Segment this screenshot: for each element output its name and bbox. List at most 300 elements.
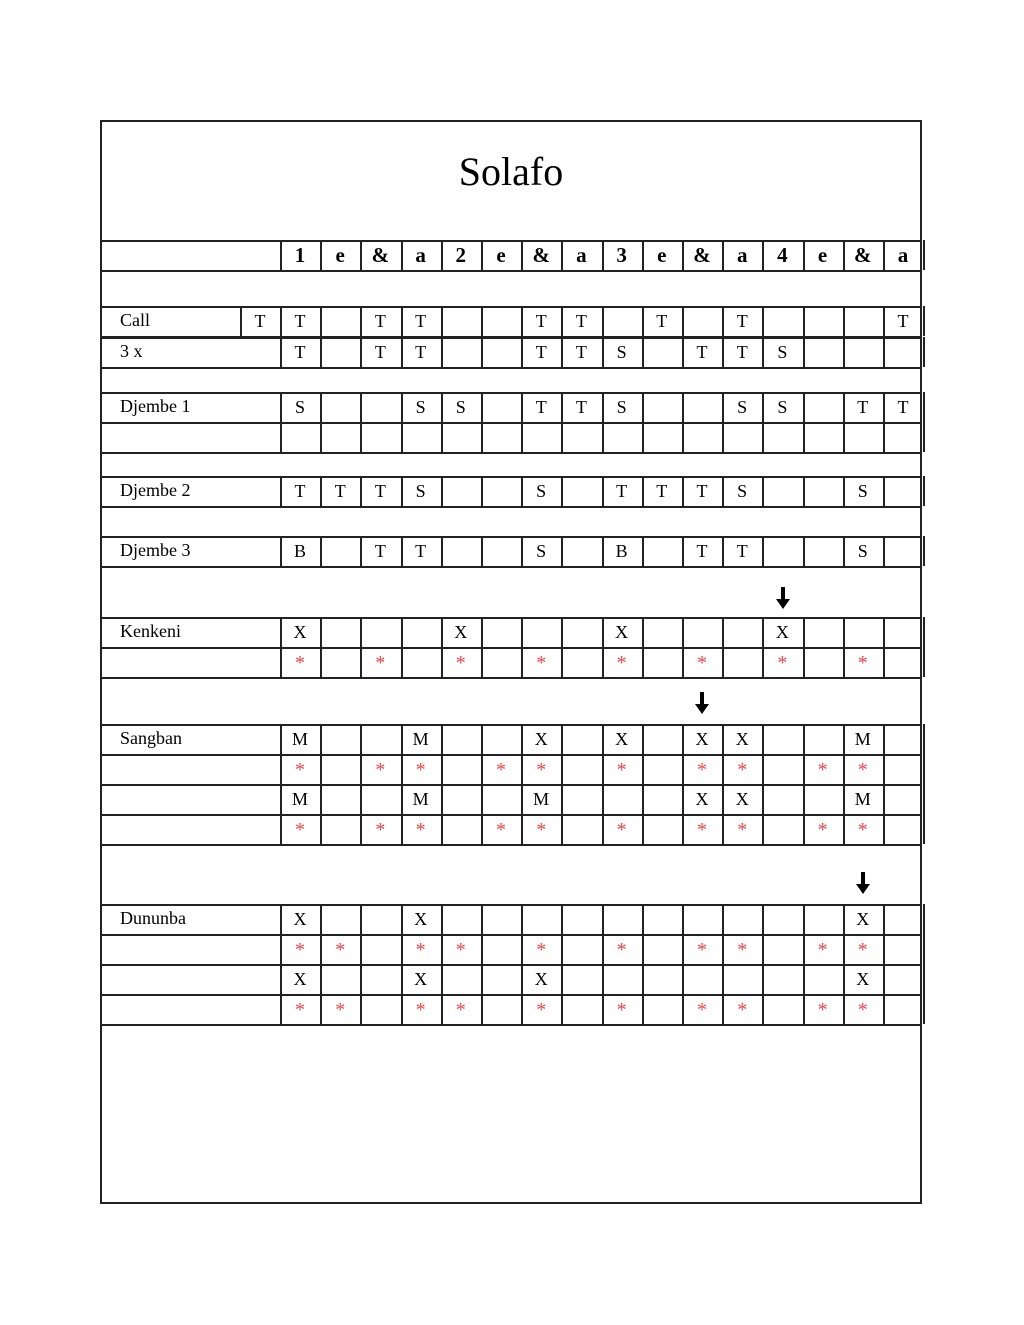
grid-line (682, 904, 684, 934)
stroke-m: M (854, 729, 871, 749)
stroke-x: X (293, 969, 307, 989)
grid-line (100, 904, 922, 906)
grid-line (883, 647, 885, 677)
stroke-t: T (535, 397, 547, 417)
accent-mark: * (295, 819, 305, 841)
grid-line (441, 306, 443, 336)
beat-header-11: & (693, 243, 711, 267)
grid-line (100, 452, 922, 454)
grid-line (481, 964, 483, 994)
accent-mark: * (737, 819, 748, 841)
stroke-t: T (374, 342, 386, 362)
grid-line (843, 306, 845, 336)
grid-line (682, 392, 684, 422)
stroke-t: T (374, 481, 386, 501)
grid-line (883, 476, 885, 506)
grid-line (561, 617, 563, 647)
stroke-x: X (293, 909, 307, 929)
grid-line (100, 677, 922, 679)
grid-line (441, 476, 443, 506)
stroke-t: T (897, 311, 909, 331)
grid-line (923, 784, 925, 814)
grid-line (642, 724, 644, 754)
stroke-t: T (616, 481, 628, 501)
row-label-sangban: Sangban (120, 728, 182, 748)
grid-line (923, 337, 925, 367)
grid-line (642, 904, 644, 934)
grid-line (401, 617, 403, 647)
page-title: Solafo (458, 149, 564, 194)
stroke-x: X (695, 729, 709, 749)
accent-mark: * (616, 652, 627, 674)
grid-line (883, 617, 885, 647)
accent-mark: * (697, 999, 707, 1021)
beat-header-3: & (371, 243, 390, 267)
grid-line (100, 422, 922, 424)
grid-line (843, 422, 845, 452)
grid-line (923, 994, 925, 1024)
stroke-s: S (737, 481, 748, 501)
accent-mark: * (455, 999, 466, 1021)
grid-line (883, 814, 885, 844)
grid-line (521, 617, 523, 647)
accent-mark: * (616, 819, 627, 841)
grid-line (320, 784, 322, 814)
grid-line (923, 392, 925, 422)
grid-line (762, 964, 764, 994)
grid-line (100, 844, 922, 846)
grid-line (100, 814, 922, 816)
stroke-t: T (374, 541, 386, 561)
grid-line (320, 617, 322, 647)
grid-line (642, 754, 644, 784)
grid-line (441, 904, 443, 934)
grid-line (803, 392, 805, 422)
stroke-s: S (415, 481, 426, 501)
accent-mark: * (697, 819, 707, 841)
grid-line (320, 814, 322, 844)
grid-line (561, 476, 563, 506)
beat-header-12: a (736, 243, 748, 267)
grid-line (561, 964, 563, 994)
grid-line (883, 724, 885, 754)
grid-line (320, 647, 322, 677)
grid-line (441, 964, 443, 994)
grid-line (722, 904, 724, 934)
grid-line (100, 566, 922, 568)
grid-line (923, 814, 925, 844)
grid-line (360, 617, 362, 647)
grid-line (100, 367, 922, 369)
grid-line (602, 964, 604, 994)
accent-mark: * (295, 759, 305, 781)
grid-line (481, 536, 483, 566)
stroke-t: T (897, 397, 909, 417)
grid-line (481, 476, 483, 506)
stroke-x: X (695, 789, 709, 809)
grid-line (722, 617, 724, 647)
grid-line (642, 784, 644, 814)
grid-line (682, 422, 684, 452)
grid-line (100, 306, 922, 308)
grid-line (923, 964, 925, 994)
stroke-m: M (291, 729, 308, 749)
grid-line (100, 994, 922, 996)
row-label-dununba: Dununba (120, 908, 186, 928)
grid-line (883, 964, 885, 994)
grid-line (401, 647, 403, 677)
grid-line (561, 536, 563, 566)
grid-line (100, 270, 922, 272)
grid-line (762, 814, 764, 844)
stroke-x: X (615, 622, 629, 642)
accent-mark: * (536, 939, 547, 961)
accent-mark: * (455, 939, 466, 961)
grid-line (521, 904, 523, 934)
accent-mark: * (737, 759, 748, 781)
row-label-call: Call (120, 310, 150, 330)
grid-line (762, 754, 764, 784)
stroke-x: X (615, 729, 629, 749)
grid-line (100, 1024, 922, 1026)
grid-line (481, 337, 483, 367)
stroke-s: S (536, 481, 547, 501)
grid-line (602, 422, 604, 452)
accent-mark: * (295, 652, 305, 674)
grid-line (883, 784, 885, 814)
grid-line (762, 784, 764, 814)
beat-header-10: e (657, 243, 667, 267)
accent-mark: * (536, 652, 547, 674)
grid-line (100, 647, 922, 649)
stroke-s: S (857, 481, 868, 501)
stroke-x: X (735, 729, 749, 749)
grid-line (481, 784, 483, 814)
stroke-t: T (857, 397, 869, 417)
down-arrow-icon (695, 692, 709, 714)
grid-line (883, 536, 885, 566)
accent-mark: * (295, 999, 305, 1021)
grid-line (883, 337, 885, 367)
grid-line (320, 392, 322, 422)
stroke-x: X (775, 622, 789, 642)
grid-line (642, 647, 644, 677)
grid-line (100, 337, 922, 339)
accent-mark: * (496, 759, 506, 781)
grid-line (280, 422, 282, 452)
accent-mark: * (616, 999, 627, 1021)
grid-line (561, 904, 563, 934)
accent-mark: * (536, 759, 547, 781)
stroke-t: T (575, 311, 587, 331)
grid-line (642, 337, 644, 367)
accent-mark: * (817, 819, 828, 841)
accent-mark: * (817, 999, 828, 1021)
stroke-s: S (455, 397, 466, 417)
accent-mark: * (857, 652, 868, 674)
stroke-s: S (777, 342, 788, 362)
grid-line (441, 754, 443, 784)
grid-line (100, 392, 922, 394)
grid-line (561, 784, 563, 814)
stroke-m: M (291, 789, 308, 809)
grid-line (923, 647, 925, 677)
row-label-djembe-2: Djembe 2 (120, 480, 191, 500)
row-label-3-x: 3 x (120, 341, 143, 361)
accent-mark: * (857, 819, 868, 841)
stroke-m: M (854, 789, 871, 809)
accent-mark: * (295, 939, 305, 961)
stroke-x: X (414, 909, 428, 929)
grid-line (100, 476, 922, 478)
grid-line (803, 337, 805, 367)
grid-line (100, 934, 922, 936)
grid-line (441, 724, 443, 754)
grid-line (762, 306, 764, 336)
grid-line (561, 994, 563, 1024)
beat-header-15: & (854, 243, 872, 267)
stroke-t: T (656, 311, 668, 331)
grid-line (441, 784, 443, 814)
grid-line (100, 617, 922, 619)
grid-line (883, 422, 885, 452)
grid-line (481, 904, 483, 934)
beat-header-13: 4 (777, 243, 788, 267)
grid-line (100, 754, 922, 756)
grid-line (561, 422, 563, 452)
grid-line (843, 617, 845, 647)
grid-line (682, 964, 684, 994)
grid-line (722, 422, 724, 452)
stroke-t: T (656, 481, 668, 501)
accent-mark: * (616, 759, 627, 781)
stroke-s: S (294, 397, 305, 417)
grid-line (682, 617, 684, 647)
accent-mark: * (737, 939, 748, 961)
grid-line (441, 422, 443, 452)
grid-line (642, 536, 644, 566)
accent-mark: * (697, 939, 707, 961)
grid-line (923, 904, 925, 934)
grid-line (803, 904, 805, 934)
grid-line (561, 814, 563, 844)
beat-header-2: e (335, 243, 345, 267)
accent-mark: * (455, 652, 466, 674)
grid-line (762, 904, 764, 934)
grid-line (642, 814, 644, 844)
grid-line (762, 536, 764, 566)
grid-line (642, 422, 644, 452)
grid-line (923, 240, 925, 270)
grid-line (602, 784, 604, 814)
accent-mark: * (857, 759, 868, 781)
grid-line (561, 934, 563, 964)
grid-line (360, 994, 362, 1024)
stroke-t: T (294, 481, 306, 501)
accent-mark: * (415, 939, 426, 961)
accent-mark: * (375, 819, 386, 841)
grid-line (481, 647, 483, 677)
accent-mark: * (817, 759, 828, 781)
grid-line (360, 934, 362, 964)
stroke-x: X (534, 969, 548, 989)
row-label-kenkeni: Kenkeni (120, 621, 181, 641)
grid-line (481, 617, 483, 647)
stroke-t: T (415, 342, 427, 362)
accent-mark: * (415, 999, 426, 1021)
grid-line (320, 536, 322, 566)
stroke-t: T (736, 311, 748, 331)
grid-line (923, 306, 925, 336)
beat-header-4: a (415, 243, 426, 267)
grid-line (441, 536, 443, 566)
stroke-s: S (616, 397, 627, 417)
grid-line (441, 814, 443, 844)
beat-header-14: e (817, 243, 828, 267)
grid-line (803, 476, 805, 506)
grid-line (803, 422, 805, 452)
grid-line (320, 754, 322, 784)
stroke-t: T (575, 397, 587, 417)
grid-line (320, 337, 322, 367)
grid-line (360, 904, 362, 934)
stroke-t: T (535, 342, 547, 362)
accent-mark: * (536, 999, 547, 1021)
grid-line (923, 934, 925, 964)
stroke-s: S (616, 342, 627, 362)
grid-line (100, 784, 922, 786)
grid-line (923, 724, 925, 754)
row-label-djembe-1: Djembe 1 (120, 396, 191, 416)
grid-line (561, 754, 563, 784)
stroke-s: S (857, 541, 868, 561)
beat-header-8: a (576, 243, 587, 267)
grid-line (923, 617, 925, 647)
grid-line (762, 422, 764, 452)
grid-line (803, 306, 805, 336)
accent-mark: * (616, 939, 627, 961)
stroke-t: T (736, 541, 748, 561)
grid-line (762, 934, 764, 964)
accent-mark: * (335, 999, 346, 1021)
accent-mark: * (536, 819, 547, 841)
grid-line (642, 392, 644, 422)
beat-header-7: & (532, 243, 550, 267)
stroke-t: T (294, 342, 306, 362)
beat-header-16: a (897, 243, 909, 267)
grid-line (682, 306, 684, 336)
grid-line (762, 994, 764, 1024)
down-arrow-icon (776, 587, 790, 609)
stroke-s: S (536, 541, 547, 561)
grid-line (803, 536, 805, 566)
down-arrow-icon (856, 872, 870, 894)
accent-mark: * (415, 759, 426, 781)
grid-line (100, 964, 922, 966)
grid-line (722, 964, 724, 994)
grid-line (883, 934, 885, 964)
stroke-t: T (415, 311, 427, 331)
grid-line (320, 724, 322, 754)
grid-line (803, 647, 805, 677)
accent-mark: * (415, 819, 426, 841)
grid-line (320, 964, 322, 994)
grid-line (722, 647, 724, 677)
stroke-t: T (535, 311, 547, 331)
grid-line (320, 904, 322, 934)
grid-line (481, 724, 483, 754)
grid-line (803, 964, 805, 994)
grid-line (320, 422, 322, 452)
grid-line (401, 422, 403, 452)
grid-line (100, 240, 922, 242)
stroke-m: M (412, 729, 429, 749)
stroke-t: T (696, 481, 708, 501)
grid-line (100, 506, 922, 508)
grid-line (360, 422, 362, 452)
stroke-t: T (696, 342, 708, 362)
stroke-x: X (534, 729, 548, 749)
grid-line (762, 476, 764, 506)
beat-header-5: 2 (455, 243, 467, 267)
grid-line (481, 306, 483, 336)
stroke-t: T (415, 541, 427, 561)
beat-header-9: 3 (616, 243, 627, 267)
stroke-x: X (735, 789, 749, 809)
grid-line (843, 337, 845, 367)
grid-line (320, 306, 322, 336)
stroke-t: T (736, 342, 748, 362)
stroke-s: S (737, 397, 748, 417)
accent-mark: * (375, 759, 386, 781)
grid-line (481, 934, 483, 964)
stroke-m: M (533, 789, 550, 809)
grid-line (803, 617, 805, 647)
grid-line (642, 617, 644, 647)
grid-line (883, 754, 885, 784)
grid-line (561, 647, 563, 677)
stroke-x: X (454, 622, 468, 642)
grid-line (360, 964, 362, 994)
accent-mark: * (697, 759, 707, 781)
grid-line (441, 337, 443, 367)
grid-line (360, 392, 362, 422)
grid-line (762, 724, 764, 754)
accent-mark: * (817, 939, 828, 961)
grid-line (481, 994, 483, 1024)
accent-mark: * (496, 819, 506, 841)
stroke-t: T (294, 311, 306, 331)
stroke-t: T (696, 541, 708, 561)
grid-line (923, 754, 925, 784)
grid-line (642, 994, 644, 1024)
grid-line (883, 904, 885, 934)
accent-mark: * (737, 999, 748, 1021)
grid-line (602, 306, 604, 336)
accent-mark: * (857, 999, 868, 1021)
grid-line (561, 724, 563, 754)
grid-line (803, 784, 805, 814)
grid-line (100, 536, 922, 538)
stroke-x: X (293, 622, 307, 642)
row-label-djembe-3: Djembe 3 (120, 540, 191, 560)
grid-line (100, 724, 922, 726)
accent-mark: * (777, 652, 788, 674)
grid-line (803, 724, 805, 754)
stroke-b: B (293, 541, 306, 561)
stroke-b: B (615, 541, 628, 561)
beat-header-1: 1 (294, 243, 306, 267)
